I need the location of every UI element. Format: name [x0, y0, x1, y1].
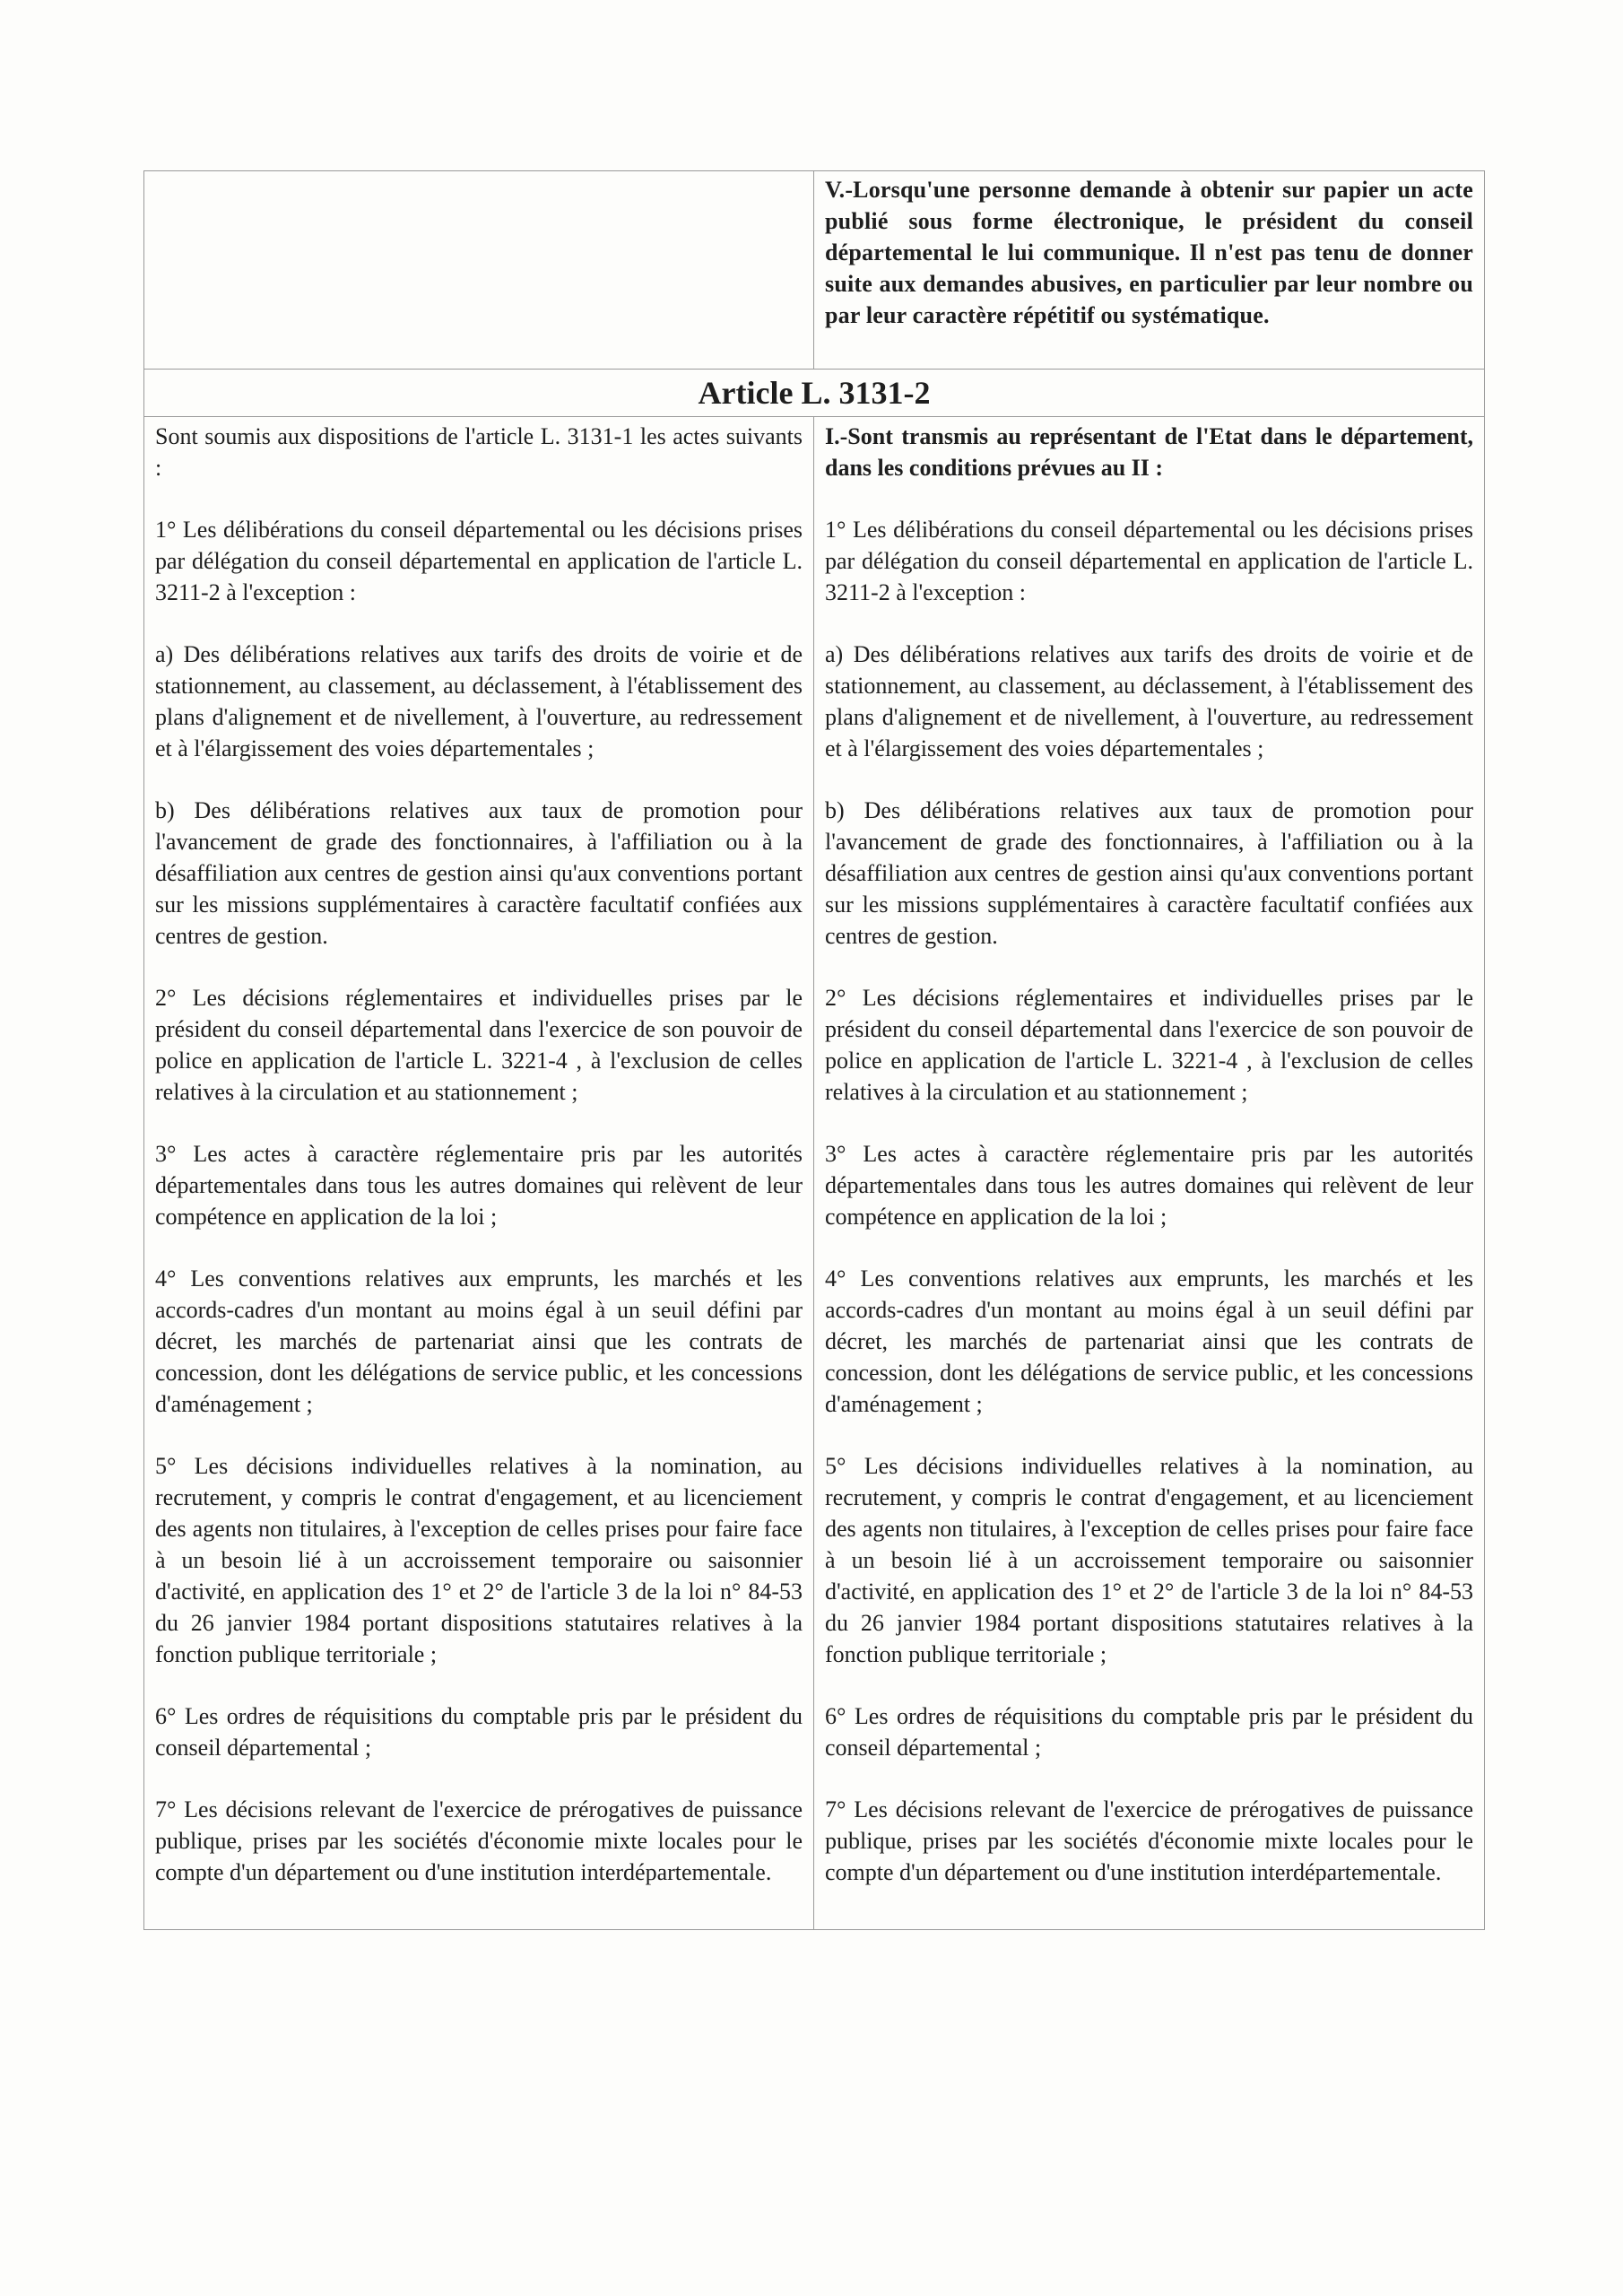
right-paragraph-4: 4° Les conventions relatives aux emprunts, les marchés et les accords-cadres d'un montant au moins égal à un seuil défini par décret, les marchés de partenariat ainsi que les contrats de concession, dont les délégations de service public, et les concessions d'aménagement ;	[825, 1265, 1473, 1417]
right-paragraph-1: 1° Les délibérations du conseil départemental ou les décisions prises par délégation du conseil départemental en application de l'article L. 3211-2 à l'exception :	[825, 517, 1473, 605]
article-title: Article L. 3131-2	[144, 370, 1485, 417]
right-paragraph-7: 7° Les décisions relevant de l'exercice de prérogatives de puissance publique, prises par les sociétés d'économie mixte locales pour le compte d'un département ou d'une institution interdépartementale.	[825, 1796, 1473, 1885]
right-paragraph-5: 5° Les décisions individuelles relatives à la nomination, au recrutement, y compris le contrat d'engagement, et au licenciement des agents non titulaires, à l'exception de celles prises pour faire face à un besoin lié à un accroissement temporaire ou saisonnier d'activité, en application des 1° et 2° de l'article 3 de la loi n° 84-53 du 26 janvier 1984 portant dispositions statutaires relatives à la fonction publique territoriale ;	[825, 1453, 1473, 1667]
left-paragraph-1: 1° Les délibérations du conseil départemental ou les décisions prises par délégation du conseil départemental en application de l'article L. 3211-2 à l'exception :	[155, 517, 803, 605]
top-right-paragraph: V.-Lorsqu'une personne demande à obtenir sur papier un acte publié sous forme électronique, le président du conseil départemental le lui communique. Il n'est pas tenu de donner suite aux demandes abusives, en particulier par leur nombre ou par leur caractère répétitif ou systématique.	[825, 177, 1473, 328]
left-paragraph-7: 7° Les décisions relevant de l'exercice de prérogatives de puissance publique, prises par les sociétés d'économie mixte locales pour le compte d'un département ou d'une institution interdépartementale.	[155, 1796, 803, 1885]
right-paragraph-1a: a) Des délibérations relatives aux tarifs des droits de voirie et de stationnement, au classement, au déclassement, à l'établissement des plans d'alignement et de nivellement, à l'ouverture, au redressement et à l'élargissement des voies départementales ;	[825, 641, 1473, 761]
left-paragraph-1a: a) Des délibérations relatives aux tarifs des droits de voirie et de stationnement, au classement, au déclassement, à l'établissement des plans d'alignement et de nivellement, à l'ouverture, au redressement et à l'élargissement des voies départementales ;	[155, 641, 803, 761]
left-paragraph-1b: b) Des délibérations relatives aux taux de promotion pour l'avancement de grade des fonctionnaires, à l'affiliation ou à la désaffiliation aux centres de gestion ainsi qu'aux conventions portant sur les missions supplémentaires à caractère facultatif confiées aux centres de gestion.	[155, 797, 803, 949]
top-row	[144, 171, 1485, 370]
left-column	[144, 417, 814, 1930]
top-right-cell	[814, 171, 1485, 370]
right-paragraph-1b: b) Des délibérations relatives aux taux de promotion pour l'avancement de grade des fonctionnaires, à l'affiliation ou à la désaffiliation aux centres de gestion ainsi qu'aux conventions portant sur les missions supplémentaires à caractère facultatif confiées aux centres de gestion.	[825, 797, 1473, 949]
left-paragraph-2: 2° Les décisions réglementaires et individuelles prises par le président du conseil départemental dans l'exercice de son pouvoir de police en application de l'article L. 3221-4 , à l'exclusion de celles relatives à la circulation et au stationnement ;	[155, 985, 803, 1105]
left-paragraph-6: 6° Les ordres de réquisitions du comptable pris par le président du conseil départemental ;	[155, 1703, 803, 1761]
right-paragraph-3: 3° Les actes à caractère réglementaire pris par les autorités départementales dans tous les autres domaines qui relèvent de leur compétence en application de la loi ;	[825, 1141, 1473, 1230]
left-paragraph-5: 5° Les décisions individuelles relatives à la nomination, au recrutement, y compris le contrat d'engagement, et au licenciement des agents non titulaires, à l'exception de celles prises pour faire face à un besoin lié à un accroissement temporaire ou saisonnier d'activité, en application des 1° et 2° de l'article 3 de la loi n° 84-53 du 26 janvier 1984 portant dispositions statutaires relatives à la fonction publique territoriale ;	[155, 1453, 803, 1667]
right-paragraph-2: 2° Les décisions réglementaires et individuelles prises par le président du conseil départemental dans l'exercice de son pouvoir de police en application de l'article L. 3221-4 , à l'exclusion de celles relatives à la circulation et au stationnement ;	[825, 985, 1473, 1105]
right-column	[814, 417, 1485, 1930]
top-left-empty-cell	[144, 171, 814, 370]
article-header-row	[144, 370, 1485, 417]
content-row	[144, 417, 1485, 1930]
left-paragraph-4: 4° Les conventions relatives aux emprunts, les marchés et les accords-cadres d'un montant au moins égal à un seuil défini par décret, les marchés de partenariat ainsi que les contrats de concession, dont les délégations de service public, et les concessions d'aménagement ;	[155, 1265, 803, 1417]
comparison-table	[143, 170, 1485, 1930]
right-paragraph-6: 6° Les ordres de réquisitions du comptable pris par le président du conseil départemental ;	[825, 1703, 1473, 1761]
left-paragraph-intro: Sont soumis aux dispositions de l'article L. 3131-1 les actes suivants :	[155, 423, 803, 481]
right-paragraph-intro: I.-Sont transmis au représentant de l'Etat dans le département, dans les conditions prévues au II :	[825, 423, 1473, 481]
left-paragraph-3: 3° Les actes à caractère réglementaire pris par les autorités départementales dans tous les autres domaines qui relèvent de leur compétence en application de la loi ;	[155, 1141, 803, 1230]
